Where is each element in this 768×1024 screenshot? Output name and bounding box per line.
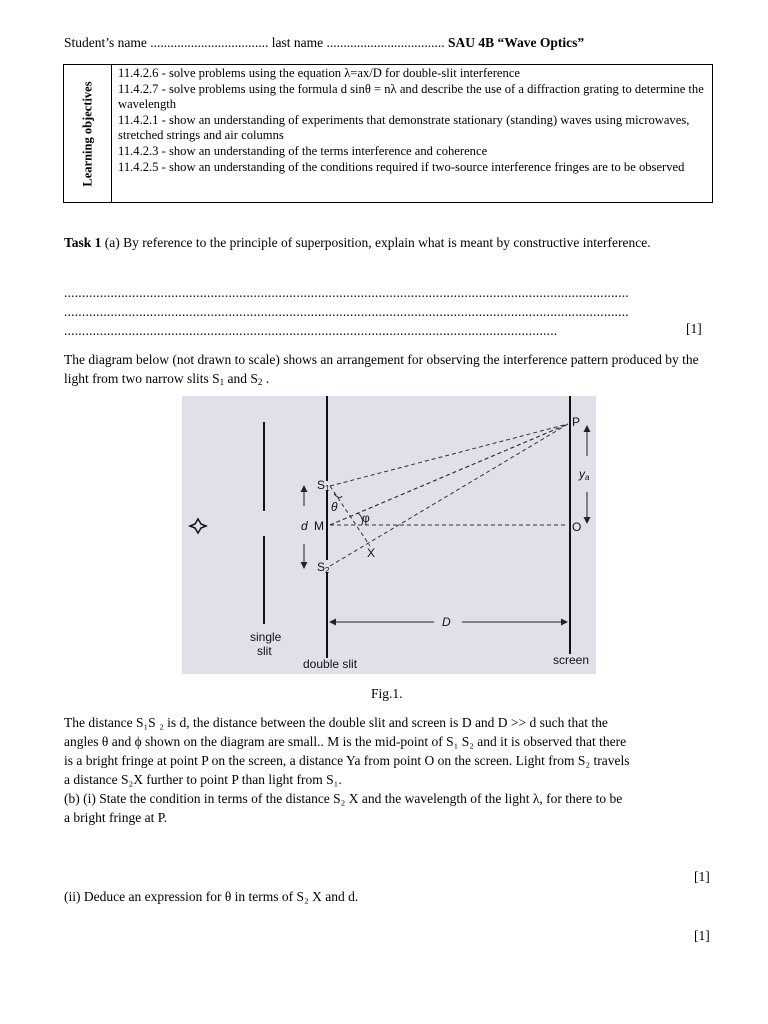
page-header bbox=[64, 35, 584, 51]
lastname-label: last name bbox=[271, 35, 324, 50]
figure-caption: Fig.1. bbox=[371, 686, 403, 701]
double-slit-label: double slit bbox=[303, 657, 358, 671]
question-b-i-cont: a bright fringe at P. bbox=[64, 810, 168, 825]
intro-text: The diagram below (not drawn to scale) shows an arrangement for observing the interference pattern produced by the light from two narrow slits bbox=[64, 352, 699, 386]
point-o-label: O bbox=[572, 520, 582, 534]
marks-indicator: [1] bbox=[694, 928, 710, 943]
figure-intro-text bbox=[64, 350, 714, 388]
task1-label: Task 1 bbox=[64, 235, 102, 250]
answer-line[interactable]: .......................................................................................................................................... bbox=[64, 323, 558, 338]
answer-line[interactable]: .............................................................................................................................................................. bbox=[64, 304, 629, 319]
name-blank: ................................... bbox=[150, 35, 269, 50]
marks-indicator: [1] bbox=[694, 869, 710, 884]
objectives-label: Learning objectives bbox=[80, 80, 94, 187]
ya-label: ya bbox=[579, 467, 590, 482]
single-slit-label-1: single bbox=[250, 630, 282, 644]
objective-item: 11.4.2.5 - show an understanding of the conditions required if two-source interference fringes are to be observed bbox=[118, 159, 685, 174]
phi-label: φ bbox=[362, 511, 370, 525]
m-label: M bbox=[314, 519, 324, 533]
objectives-list bbox=[118, 66, 710, 175]
objective-item: 11.4.2.7 - solve problems using the formula d sinθ = nλ and describe the use of a diffraction grating to determine the wavelength bbox=[118, 81, 704, 112]
marks-indicator: [1] bbox=[686, 321, 702, 336]
question-b-i: (b) (i) State the condition in terms of the distance S₂ X and the wavelength of the light λ, for there to be bbox=[64, 791, 623, 806]
intro-s2: S bbox=[250, 371, 258, 386]
light-rays bbox=[330, 424, 568, 566]
intro-end: . bbox=[265, 371, 270, 386]
answer-line[interactable]: .............................................................................................................................................................. bbox=[64, 285, 629, 300]
name-label: Student’s name bbox=[64, 35, 147, 50]
objective-item: 11.4.2.3 - show an understanding of the terms interference and coherence bbox=[118, 143, 488, 158]
learning-objectives-table bbox=[63, 64, 713, 203]
task1-question-text: (a) By reference to the principle of superposition, explain what is meant by constructive interference. bbox=[104, 235, 651, 250]
s1-label: S1 bbox=[317, 478, 330, 493]
point-p-label: P bbox=[572, 415, 581, 429]
objective-item: 11.4.2.1 - show an understanding of experiments that demonstrate stationary (standing) waves using microwaves, stretched strings and air columns bbox=[118, 112, 690, 143]
x-label: X bbox=[367, 546, 376, 560]
problem-description bbox=[64, 713, 714, 827]
body-line: a distance S₂X further to point P than light from S₁. bbox=[64, 772, 342, 787]
intro-s1-sub: 1 bbox=[219, 377, 225, 387]
theta-label: θ bbox=[331, 500, 338, 514]
big-d-label: D bbox=[442, 615, 451, 629]
theta-arc bbox=[334, 494, 342, 498]
question-b-ii: (ii) Deduce an expression for θ in terms of S₂ X and d. bbox=[64, 889, 359, 904]
single-slit-label-2: slit bbox=[257, 644, 272, 658]
document-title: SAU 4B “Wave Optics” bbox=[447, 35, 585, 50]
objectives-label-cell bbox=[64, 65, 112, 202]
task1-question-a bbox=[64, 233, 714, 252]
lastname-blank: ................................... bbox=[326, 35, 445, 50]
double-slit-diagram bbox=[182, 396, 596, 674]
objective-item: 11.4.2.6 - solve problems using the equation λ=ax/D for double-slit interference bbox=[118, 66, 520, 80]
s2-label: S2 bbox=[317, 560, 330, 575]
intro-s2-sub: 2 bbox=[257, 377, 263, 387]
body-line: The distance S₁S ₂ is d, the distance between the double slit and screen is D and D >> d such that the bbox=[64, 715, 608, 730]
body-line: is a bright fringe at point P on the screen, a distance Ya from point O on the screen. Light from S₂ travels bbox=[64, 753, 630, 768]
body-line: angles θ and ϕ shown on the diagram are small.. M is the mid-point of S₁ S₂ and it is observed that there bbox=[64, 734, 627, 749]
intro-and: and bbox=[227, 371, 248, 386]
intro-s1: S bbox=[212, 371, 220, 386]
d-label: d bbox=[301, 519, 308, 533]
screen-label: screen bbox=[553, 653, 590, 667]
light-source-icon bbox=[190, 519, 206, 533]
